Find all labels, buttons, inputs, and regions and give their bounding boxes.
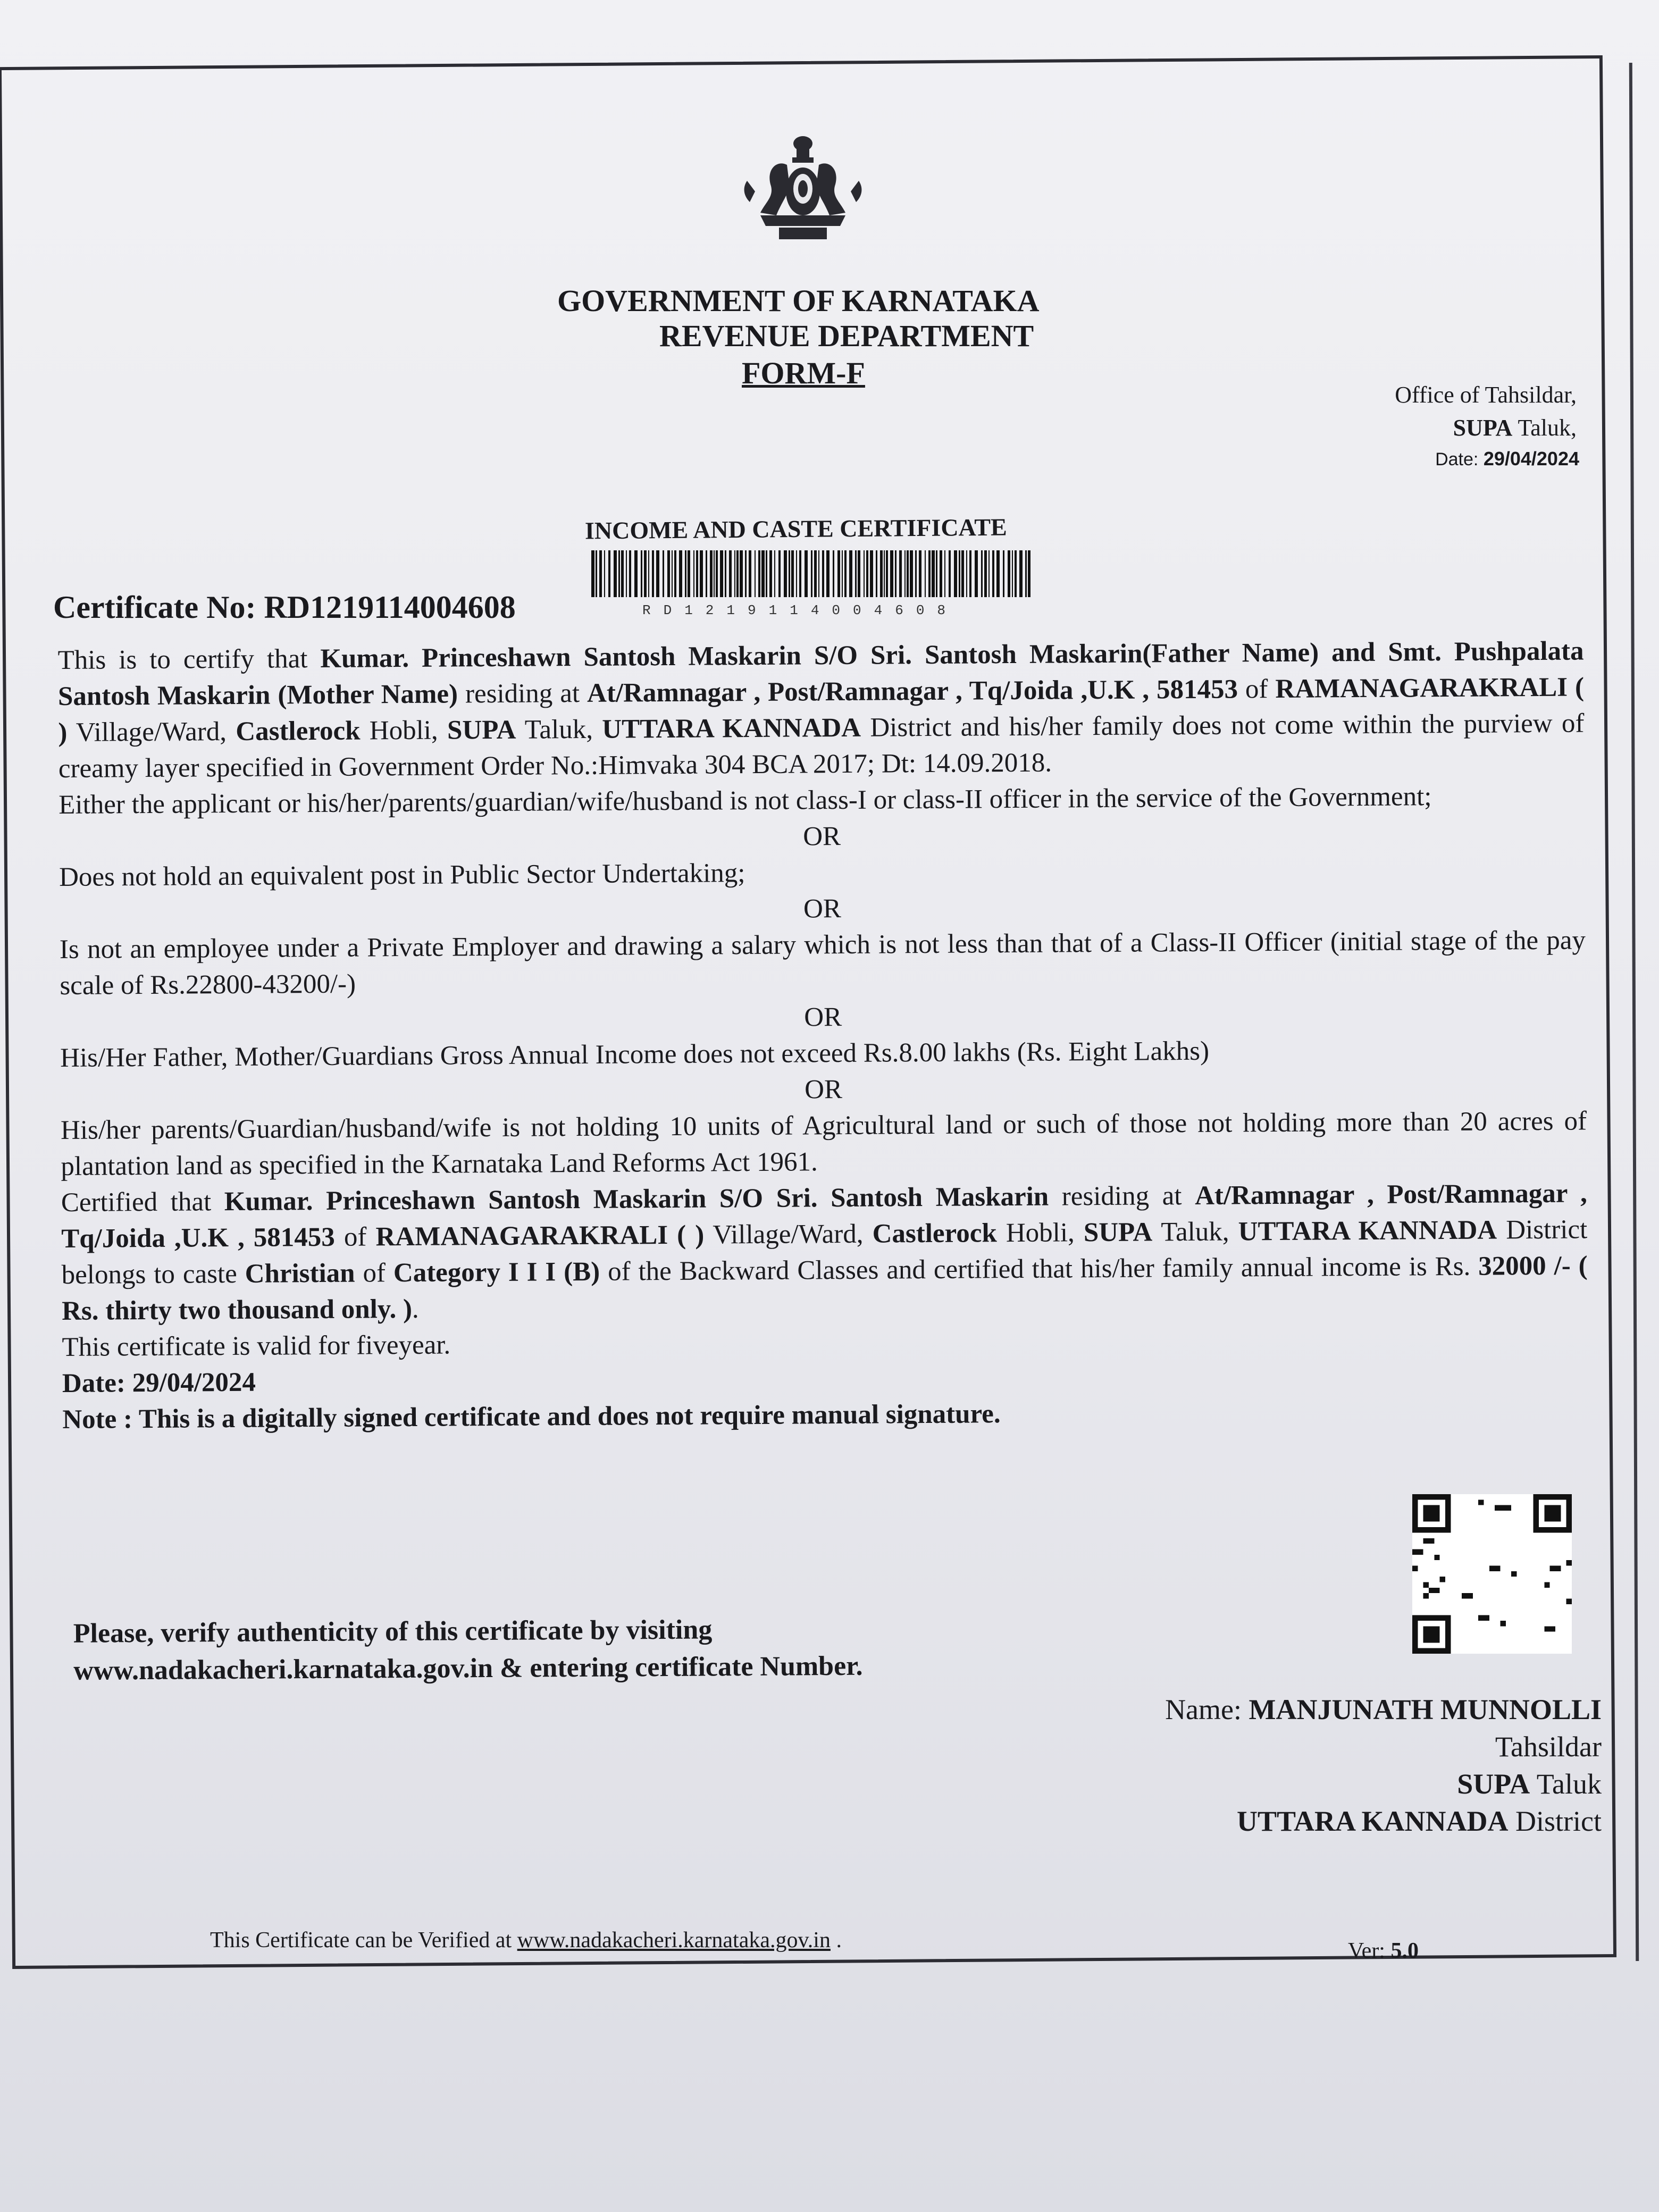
or-separator: OR [804, 1002, 842, 1033]
barcode-text: RD1219114004608 [642, 602, 959, 617]
date-value: 29/04/2024 [1483, 448, 1579, 470]
text: of [1237, 674, 1276, 705]
office-taluk-suffix: Taluk, [1512, 415, 1577, 441]
signatory-taluk [1010, 1765, 1602, 1803]
body-paragraph-1 [57, 633, 1585, 787]
office-date [1340, 448, 1579, 470]
body-paragraph-2: Either the applicant or his/her/parents/guardian/wife/husband is not class-I or class-II officer in the service of the Government; [58, 782, 1432, 820]
village: RAMANAGARAKRALI ( ) [58, 672, 1585, 748]
signatory-designation: Tahsildar [1495, 1731, 1602, 1763]
certificate-number-value: RD1219114004608 [264, 590, 516, 625]
digital-signature-note: Note : This is a digitally signed certificate and does not require manual signature. [62, 1399, 1001, 1435]
body-paragraph-6: His/her parents/Guardian/husband/wife is not holding 10 units of Agricultural land or such of those not holding more than 20 acres of plantation land as specified in the Karnataka Land Reforms Act 1961. [60, 1106, 1587, 1182]
header-government: GOVERNMENT OF KARNATAKA [557, 283, 1040, 318]
text: of [334, 1222, 376, 1252]
body-paragraph-3: Does not hold an equivalent post in Public Sector Undertaking; [58, 858, 745, 892]
validity-text: This certificate is valid for fiveyear. [62, 1330, 451, 1362]
text: of the Backward Classes and certified that his/her family annual income is Rs. [600, 1251, 1479, 1287]
text: Hobli, [996, 1218, 1084, 1249]
office-block [1287, 379, 1577, 445]
text: Hobli, [360, 715, 448, 746]
text: and [1318, 637, 1388, 668]
taluk-name: SUPA [1457, 1768, 1530, 1800]
text: Village/Ward, [67, 716, 236, 748]
page-edge [1629, 63, 1639, 1961]
verify-line-2: www.nadakacheri.karnataka.gov.in & entering certificate Number. [73, 1650, 863, 1686]
certificate-title: INCOME AND CASTE CERTIFICATE [584, 513, 1007, 544]
district: UTTARA KANNADA [602, 713, 861, 744]
taluk-suffix: Taluk [1530, 1768, 1602, 1800]
header-form: FORM-F [742, 356, 865, 390]
body-paragraph-7 [61, 1175, 1588, 1329]
district-name: UTTARA KANNADA [1236, 1805, 1509, 1837]
body-paragraph-4: Is not an employee under a Private Employer and drawing a salary which is not less than that of a Class-II Officer (initial stage of the pay scale of Rs.22800-43200/-) [59, 925, 1586, 1001]
district-suffix: District [1508, 1805, 1602, 1837]
text: residing at [1049, 1180, 1195, 1212]
certificate-body [57, 597, 1589, 1438]
text: residing at [457, 678, 588, 709]
mother-name: Smt. Pushpalata Santosh Maskarin (Mother Name) [57, 636, 1584, 711]
text: District belongs to caste [61, 1214, 1588, 1290]
verify-block [73, 1609, 1084, 1690]
verify-line-1: Please, verify authenticity of this certificate by visiting [73, 1614, 713, 1649]
text: Village/Ward, [704, 1219, 873, 1250]
office-taluk-name: SUPA [1453, 415, 1513, 441]
taluk: SUPA [1083, 1217, 1153, 1248]
name-label: Name: [1165, 1694, 1249, 1725]
or-separator: OR [804, 1075, 843, 1105]
version-label [1348, 1938, 1419, 1964]
hobli: Castlerock [872, 1218, 997, 1249]
text: S/O [706, 1183, 776, 1214]
office-line: Office of Tahsildar, [1395, 382, 1577, 408]
or-separator: OR [803, 894, 842, 924]
text: S/O [801, 640, 871, 671]
address: At/Ramnagar , Post/Ramnagar , Tq/Joida ,U.K , 581453 [61, 1178, 1587, 1254]
signatory-name [1010, 1691, 1602, 1728]
village: RAMANAGARAKRALI ( ) [375, 1220, 705, 1252]
signatory-district [1010, 1803, 1602, 1840]
version-text: Ver: [1348, 1939, 1391, 1963]
text: Certified that [61, 1187, 224, 1218]
certificate-number-label: Certificate No: [53, 590, 264, 625]
taluk: SUPA [447, 715, 516, 745]
text: Taluk, [516, 714, 602, 745]
footer-text: This Certificate can be Verified at [210, 1928, 517, 1953]
footer-end: . [830, 1928, 842, 1953]
father-name: Sri. Santosh Maskarin [776, 1182, 1049, 1213]
or-separator: OR [803, 822, 841, 852]
qr-code [1412, 1494, 1572, 1654]
category: Category I I I (B) [393, 1256, 600, 1288]
date-label: Date: [1435, 449, 1484, 470]
office-taluk [1287, 412, 1577, 445]
footer-link[interactable]: www.nadakacheri.karnataka.gov.in [517, 1928, 831, 1953]
applicant-name: Kumar. Princeshawn Santosh Maskarin [224, 1184, 707, 1217]
text: Taluk, [1152, 1217, 1238, 1247]
applicant-name: Kumar. Princeshawn Santosh Maskarin [320, 641, 802, 674]
date-line: Date: 29/04/2024 [62, 1367, 256, 1398]
header-department: REVENUE DEPARTMENT [659, 319, 1034, 353]
text: This is to certify that [57, 643, 321, 675]
body-paragraph-5: His/Her Father, Mother/Guardians Gross Annual Income does not exceed Rs.8.00 lakhs (Rs. Eight Lakhs) [60, 1036, 1210, 1073]
karnataka-emblem-icon [728, 122, 877, 250]
text: of [355, 1258, 394, 1288]
text: District and his/her family does not come within the purview of creamy layer specified in Government Order No.:Himvaka 304 BCA 2017; Dt: 14.09.2018. [58, 708, 1585, 784]
hobli: Castlerock [236, 716, 361, 747]
district: UTTARA KANNADA [1238, 1215, 1497, 1247]
income: 32000 /- ( Rs. thirty two thousand only. ) [61, 1251, 1588, 1326]
caste: Christian [245, 1258, 355, 1289]
address: At/Ramnagar , Post/Ramnagar , Tq/Joida ,U.K , 581453 [586, 674, 1238, 708]
version-value: 5.0 [1390, 1939, 1419, 1963]
name-value: MANJUNATH MUNNOLLI [1249, 1694, 1602, 1725]
father-name: Sri. Santosh Maskarin(Father Name) [870, 638, 1319, 671]
signatory-block [1010, 1691, 1602, 1840]
text: . [412, 1294, 419, 1324]
footer-verify [210, 1928, 842, 1953]
